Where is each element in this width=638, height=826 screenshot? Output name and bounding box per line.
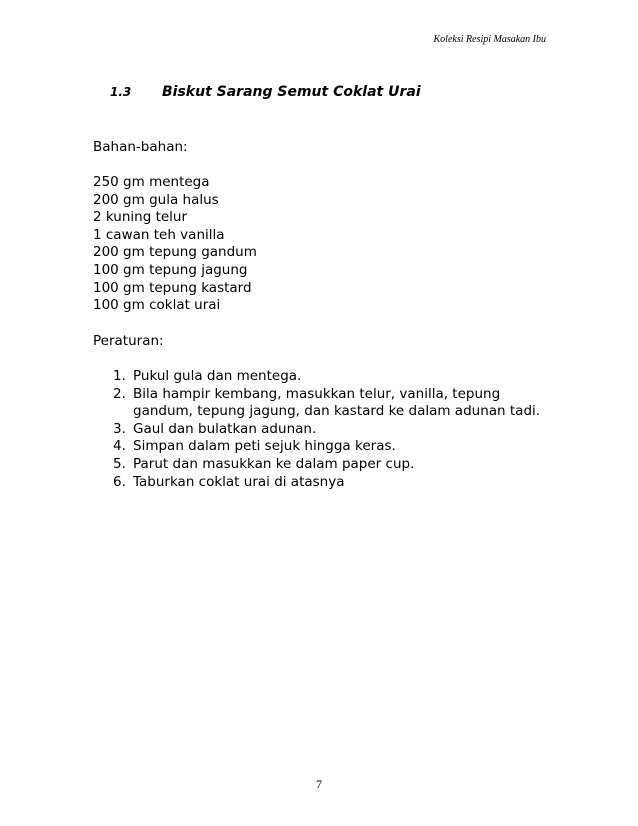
page-number: 7 [316, 777, 322, 791]
method-step [93, 386, 563, 421]
method-step [93, 421, 563, 439]
step-number: 6. [113, 473, 126, 490]
ingredient-item: 1 cawan teh vanilla [93, 226, 225, 243]
section-number: 1.3 [110, 85, 132, 99]
ingredient-item: 100 gm coklat urai [93, 297, 221, 314]
ingredient-item: 100 gm tepung jagung [93, 261, 248, 278]
step-text: Simpan dalam peti sejuk hingga keras. [133, 438, 396, 455]
step-text: Pukul gula dan mentega. [133, 368, 302, 384]
method-step [93, 438, 563, 456]
method-step [93, 368, 563, 386]
step-text: Bila hampir kembang, masukkan telur, vanilla, tepung gandum, tepung jagung, dan kastard ke dalam adunan tadi. [133, 385, 541, 420]
ingredient-item: 250 gm mentega [93, 174, 210, 190]
step-number: 5. [113, 455, 126, 472]
method-steps [93, 368, 563, 491]
step-number: 4. [113, 438, 126, 455]
ingredient-item: 200 gm gula halus [93, 191, 219, 208]
section-title: Biskut Sarang Semut Coklat Urai [162, 84, 421, 100]
step-number: 1. [113, 368, 126, 384]
section-heading [110, 84, 421, 100]
ingredient-item: 200 gm tepung gandum [93, 244, 257, 261]
step-number: 2. [113, 385, 126, 402]
method-step [93, 474, 563, 492]
method-label: Peraturan: [93, 333, 164, 349]
step-text: Parut dan masukkan ke dalam paper cup. [133, 455, 415, 472]
method-step [93, 456, 563, 474]
ingredient-item: 100 gm tepung kastard [93, 279, 252, 296]
ingredients-label: Bahan-bahan: [93, 139, 188, 155]
step-text: Gaul dan bulatkan adunan. [133, 420, 317, 437]
ingredient-item: 2 kuning telur [93, 209, 188, 226]
running-header: Koleksi Resipi Masakan Ibu [433, 34, 546, 45]
ingredients-list [93, 174, 257, 315]
step-text: Taburkan coklat urai di atasnya [133, 473, 345, 490]
step-number: 3. [113, 420, 126, 437]
